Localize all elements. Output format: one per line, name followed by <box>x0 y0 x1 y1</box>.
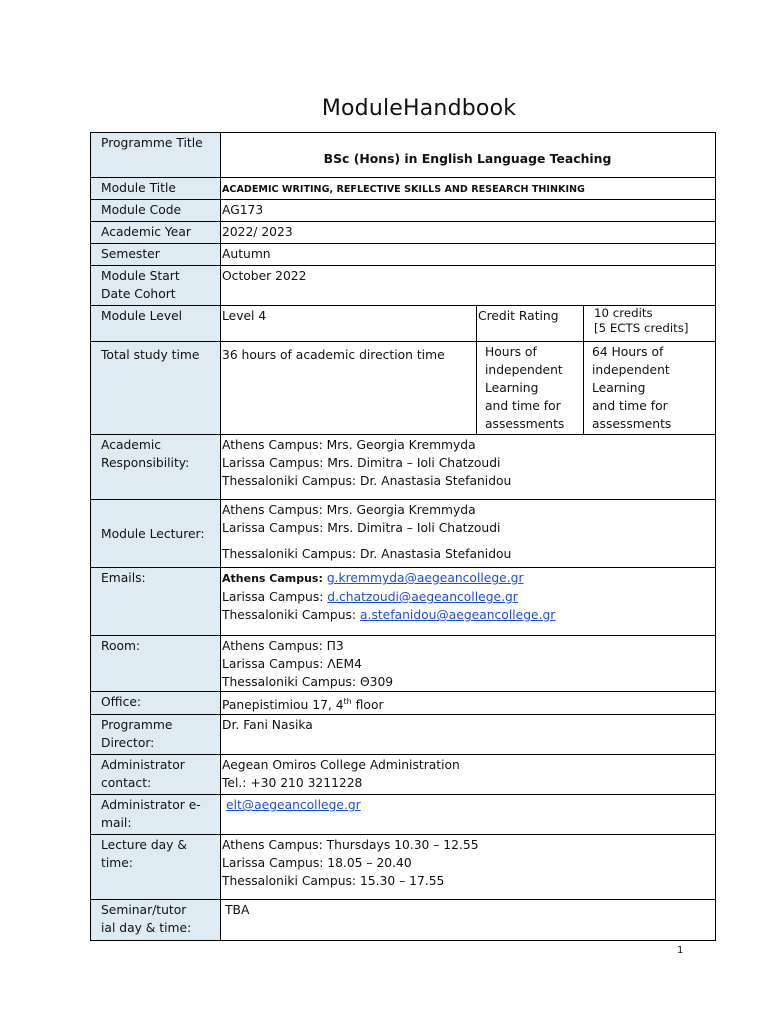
semester-label: Semester <box>91 244 221 266</box>
admin-email-value <box>221 795 716 835</box>
row-academic-year <box>91 222 716 244</box>
seminar-label: Seminar/tutor ial day & time: <box>91 900 221 941</box>
academic-year-value: 2022/ 2023 <box>221 222 716 244</box>
programme-title-value: BSc (Hons) in English Language Teaching <box>221 133 716 178</box>
admin-email-link[interactable]: elt@aegeancollege.gr <box>226 798 361 813</box>
row-module-code <box>91 200 716 222</box>
admin-contact-label: Administrator contact: <box>91 755 221 795</box>
credit-rating-label: Credit Rating <box>477 306 584 342</box>
office-value: Panepistimiou 17, 4th floor <box>221 692 716 715</box>
row-office <box>91 692 716 715</box>
emails-label: Emails: <box>91 568 221 636</box>
row-admin-contact <box>91 755 716 795</box>
module-title-value: ACADEMIC WRITING, REFLECTIVE SKILLS AND RESEARCH THINKING <box>222 184 585 195</box>
thessaloniki-email-link[interactable]: a.stefanidou@aegeancollege.gr <box>360 608 556 622</box>
academic-year-label: Academic Year <box>91 222 221 244</box>
row-module-level <box>91 306 716 342</box>
office-label: Office: <box>91 692 221 715</box>
module-level-value: Level 4 <box>221 306 477 342</box>
module-level-label: Module Level <box>91 306 221 342</box>
page-title: ModuleHandbook <box>321 96 517 121</box>
row-admin-email <box>91 795 716 835</box>
room-label: Room: <box>91 636 221 692</box>
total-study-value: 36 hours of academic direction time <box>221 342 477 435</box>
row-semester <box>91 244 716 266</box>
programme-title-label: Programme Title <box>91 133 221 178</box>
independent-learning-label: Hours of independent Learning and time for assessments <box>477 342 584 435</box>
total-study-label: Total study time <box>91 342 221 435</box>
module-handbook-table <box>90 132 716 941</box>
lecture-day-value: Athens Campus: Thursdays 10.30 – 12.55 Larissa Campus: 18.05 – 20.40 Thessaloniki Campus: 15.30 – 17.55 <box>221 835 716 900</box>
row-module-title <box>91 178 716 200</box>
row-module-lecturer <box>91 500 716 568</box>
academic-responsibility-value: Athens Campus: Mrs. Georgia Kremmyda Larissa Campus: Mrs. Dimitra – Ioli Chatzoudi Thessaloniki Campus: Dr. Anastasia Stefanidou <box>221 435 716 500</box>
module-code-value: AG173 <box>221 200 716 222</box>
credit-rating-value: 10 credits [5 ECTS credits] <box>584 306 716 342</box>
admin-contact-value: Aegean Omiros College Administration Tel.: +30 210 3211228 <box>221 755 716 795</box>
page-number: 1 <box>677 945 684 956</box>
row-room <box>91 636 716 692</box>
row-seminar <box>91 900 716 941</box>
lecture-day-label: Lecture day & time: <box>91 835 221 900</box>
row-programme-director <box>91 715 716 755</box>
row-total-study <box>91 342 716 435</box>
semester-value: Autumn <box>221 244 716 266</box>
row-start-date <box>91 266 716 306</box>
emails-value: Athens Campus: g.kremmyda@aegeancollege.gr Larissa Campus: d.chatzoudi@aegeancollege.gr Thessaloniki Campus: a.stefanidou@aegeancollege.gr <box>221 568 716 636</box>
row-emails <box>91 568 716 636</box>
module-title-label: Module Title <box>91 178 221 200</box>
independent-learning-hours: 64 Hours of independent Learning and time for assessments <box>584 342 716 435</box>
module-code-label: Module Code <box>91 200 221 222</box>
row-programme-title <box>91 133 716 178</box>
admin-email-label: Administrator e- mail: <box>91 795 221 835</box>
academic-responsibility-label: Academic Responsibility: <box>91 435 221 500</box>
row-lecture-day <box>91 835 716 900</box>
row-academic-responsibility <box>91 435 716 500</box>
athens-email-link[interactable]: g.kremmyda@aegeancollege.gr <box>326 571 524 585</box>
seminar-value: TBA <box>221 900 716 941</box>
room-value: Athens Campus: Π3 Larissa Campus: ΛΕΜ4 Thessaloniki Campus: Θ309 <box>221 636 716 692</box>
module-lecturer-label: Module Lecturer: <box>91 500 221 568</box>
programme-director-value: Dr. Fani Nasika <box>221 715 716 755</box>
programme-director-label: Programme Director: <box>91 715 221 755</box>
larissa-email-link[interactable]: d.chatzoudi@aegeancollege.gr <box>327 590 518 604</box>
start-date-label: Module Start Date Cohort <box>91 266 221 306</box>
start-date-value: October 2022 <box>221 266 716 306</box>
module-lecturer-value: Athens Campus: Mrs. Georgia Kremmyda Larissa Campus: Mrs. Dimitra – Ioli Chatzoudi Thessaloniki Campus: Dr. Anastasia Stefanidou <box>221 500 716 568</box>
